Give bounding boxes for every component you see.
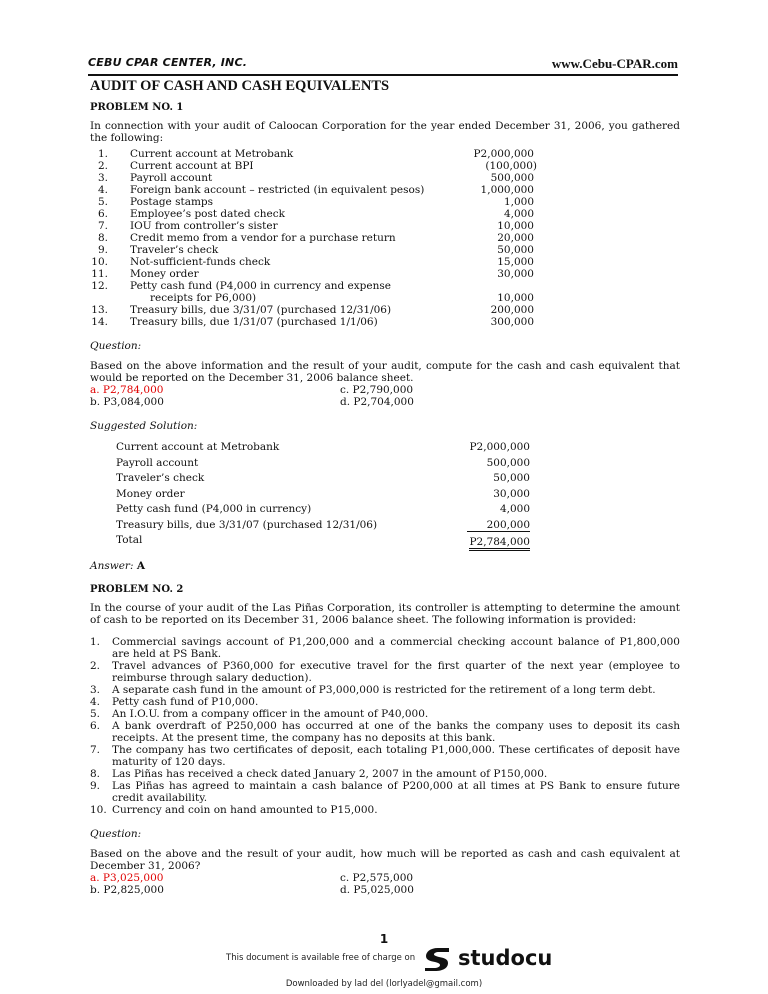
choice-d: d. P5,025,000 xyxy=(340,883,414,896)
item-text: Las Piñas has received a check dated January 2, 2007 in the amount of P150,000. xyxy=(112,767,548,780)
item-text: Currency and coin on hand amounted to P15,000. xyxy=(112,803,378,816)
page-number: 1 xyxy=(379,932,389,946)
list-item xyxy=(90,780,680,804)
item-amount: (100,000) xyxy=(485,160,537,172)
problem-2-question: Based on the above and the result of your audit, how much will be reported as cash and cash equivalent at December 31, 2006? xyxy=(90,847,680,872)
item-label: Credit memo from a vendor for a purchase return xyxy=(130,232,396,244)
solution-amount: 500,000 xyxy=(486,456,530,469)
problem-1-heading: PROBLEM NO. 1 xyxy=(90,102,184,113)
item-label: Payroll account xyxy=(130,172,213,184)
list-item xyxy=(90,636,680,660)
page-title: AUDIT OF CASH AND CASH EQUIVALENTS xyxy=(90,78,390,94)
problem-1-question: Based on the above information and the result of your audit, compute for the cash and cash equivalent that would be reported on the December 31, 2006 balance sheet. xyxy=(90,360,680,384)
choice-c: c. P2,575,000 xyxy=(340,871,414,884)
item-label: Current account at BPI xyxy=(130,160,254,172)
solution-amount: 200,000 xyxy=(467,519,530,532)
problem-1-intro: In connection with your audit of Caloocan Corporation for the year ended December 31, 2006, you gathered the following: xyxy=(90,120,680,144)
item-text: A separate cash fund in the amount of P3,000,000 is restricted for the retirement of a long term debt. xyxy=(112,683,656,696)
total-amount: P2,784,000 xyxy=(469,536,530,551)
list-item xyxy=(90,660,680,684)
item-label: IOU from controller’s sister xyxy=(130,220,278,232)
item-number: 9. xyxy=(90,779,101,792)
item-number: 6. xyxy=(97,208,108,220)
list-item xyxy=(90,184,680,196)
list-item xyxy=(90,208,680,220)
list-item xyxy=(90,292,680,304)
table-row xyxy=(90,534,680,550)
studocu-logo-icon xyxy=(422,946,452,972)
item-text: Travel advances of P360,000 for executive travel for the first quarter of the next year (employee to reimburse through salary deduction). xyxy=(112,659,680,684)
item-number: 2. xyxy=(97,160,108,172)
item-label: Petty cash fund (P4,000 in currency and expense xyxy=(130,280,391,292)
item-amount: 1,000 xyxy=(503,196,534,208)
problem-1-question-label: Question: xyxy=(90,340,142,352)
item-text: Las Piñas has agreed to maintain a cash balance of P200,000 at all times at PS Bank to ensure future credit availability. xyxy=(112,779,680,804)
footer-availability-text: This document is available free of charge on xyxy=(226,953,416,963)
table-row xyxy=(90,519,680,535)
item-number: 5. xyxy=(90,707,101,720)
header-website: www.Cebu-CPAR.com xyxy=(551,56,678,71)
footer-downloaded-by: Downloaded by lad del (lorlyadel@gmail.com) xyxy=(285,979,483,989)
list-item xyxy=(90,148,680,160)
item-amount: 10,000 xyxy=(497,292,534,304)
problem-2-intro: In the course of your audit of the Las Piñas Corporation, its controller is attempting to determine the amount of cash to be reported on its December 31, 2006 balance sheet. The following information is provided: xyxy=(90,601,680,626)
header-company: CEBU CPAR CENTER, INC. xyxy=(88,56,248,69)
item-number: 4. xyxy=(97,184,108,196)
solution-label-cell: Treasury bills, due 3/31/07 (purchased 12/31/06) xyxy=(116,518,378,531)
item-text: The company has two certificates of deposit, each totaling P1,000,000. These certificates of deposit have maturity of 120 days. xyxy=(112,743,680,768)
item-label: receipts for P6,000) xyxy=(150,292,257,304)
list-item xyxy=(90,268,680,280)
list-item xyxy=(90,804,680,816)
item-number: 3. xyxy=(97,172,108,184)
item-amount: 1,000,000 xyxy=(480,184,534,196)
item-number: 1. xyxy=(97,148,108,160)
item-amount: 30,000 xyxy=(497,268,534,280)
item-number: 10. xyxy=(90,803,107,816)
item-amount: 10,000 xyxy=(497,220,534,232)
choice-b: b. P2,825,000 xyxy=(90,883,164,896)
list-item xyxy=(90,304,680,316)
choice-d: d. P2,704,000 xyxy=(340,396,414,408)
item-label: Postage stamps xyxy=(130,196,214,208)
solution-label-cell: Current account at Metrobank xyxy=(116,441,280,453)
answer-line xyxy=(90,560,680,572)
item-label: Treasury bills, due 3/31/07 (purchased 12/31/06) xyxy=(130,304,392,316)
problem-1-choices xyxy=(90,384,680,408)
list-item xyxy=(90,744,680,768)
item-number: 4. xyxy=(90,695,101,708)
solution-amount: 30,000 xyxy=(493,487,530,500)
item-label: Not-sufficient-funds check xyxy=(130,256,271,268)
list-item xyxy=(90,768,680,780)
choice-b: b. P3,084,000 xyxy=(90,396,164,408)
solution-label-cell: Traveler’s check xyxy=(116,472,205,484)
item-number: 8. xyxy=(90,767,101,780)
table-row xyxy=(90,503,680,519)
item-amount: 500,000 xyxy=(490,172,534,184)
table-row xyxy=(90,457,680,473)
solution-amount: P2,000,000 xyxy=(469,441,530,453)
item-number: 8. xyxy=(97,232,108,244)
choice-a: a. P2,784,000 xyxy=(90,384,164,396)
studocu-logo[interactable] xyxy=(422,946,553,972)
studocu-brand-text: studocu xyxy=(458,946,553,970)
document-body xyxy=(90,80,680,896)
problem-2-question-label: Question: xyxy=(90,827,142,840)
choice-a: a. P3,025,000 xyxy=(90,871,164,884)
list-item xyxy=(90,196,680,208)
header-divider xyxy=(88,74,678,76)
solution-amount: 50,000 xyxy=(493,472,530,484)
list-item xyxy=(90,220,680,232)
problem-2-items xyxy=(90,636,680,816)
item-label: Money order xyxy=(130,268,199,280)
item-label: Employee’s post dated check xyxy=(130,208,286,220)
answer-value: A xyxy=(136,559,145,572)
list-item xyxy=(90,696,680,708)
item-number: 9. xyxy=(97,244,108,256)
problem-2-heading: PROBLEM NO. 2 xyxy=(90,583,184,595)
item-number: 5. xyxy=(97,196,108,208)
list-item xyxy=(90,684,680,696)
table-row xyxy=(90,488,680,504)
list-item xyxy=(90,256,680,268)
item-number: 7. xyxy=(90,743,101,756)
item-amount: 4,000 xyxy=(503,208,534,220)
problem-1-items xyxy=(90,148,680,328)
list-item xyxy=(90,172,680,184)
item-label: Traveler’s check xyxy=(130,244,219,256)
list-item xyxy=(90,280,680,292)
item-amount: 20,000 xyxy=(497,232,534,244)
list-item xyxy=(90,720,680,744)
item-number: 13. xyxy=(91,304,108,316)
item-label: Current account at Metrobank xyxy=(130,148,294,160)
solution-label-cell: Payroll account xyxy=(116,456,199,469)
item-text: Commercial savings account of P1,200,000 and a commercial checking account balance of P1,800,000 are held at PS Bank. xyxy=(112,635,680,660)
item-label: Foreign bank account – restricted (in equivalent pesos) xyxy=(130,184,425,196)
list-item xyxy=(90,244,680,256)
solution-label-cell: Money order xyxy=(116,487,185,500)
item-amount: P2,000,000 xyxy=(473,148,534,160)
list-item xyxy=(90,316,680,328)
item-label: Treasury bills, due 1/31/07 (purchased 1/1/06) xyxy=(130,316,378,328)
solution-label-cell: Petty cash fund (P4,000 in currency) xyxy=(116,503,312,515)
item-amount: 200,000 xyxy=(490,304,534,316)
item-number: 1. xyxy=(90,635,101,648)
item-number: 11. xyxy=(91,268,108,280)
solution-amount: 4,000 xyxy=(499,503,530,515)
table-row xyxy=(90,441,680,457)
item-amount: 50,000 xyxy=(497,244,534,256)
list-item xyxy=(90,232,680,244)
item-number: 3. xyxy=(90,683,101,696)
problem-2-choices xyxy=(90,872,680,896)
solution-table xyxy=(90,441,680,550)
item-number: 7. xyxy=(97,220,108,232)
item-amount: 300,000 xyxy=(490,316,534,328)
choice-c: c. P2,790,000 xyxy=(340,384,414,396)
answer-label: Answer: xyxy=(90,559,134,572)
item-number: 12. xyxy=(91,280,108,292)
item-amount: 15,000 xyxy=(497,256,534,268)
total-label: Total xyxy=(116,534,143,546)
item-text: An I.O.U. from a company officer in the amount of P40,000. xyxy=(112,707,429,720)
table-row xyxy=(90,472,680,488)
item-text: A bank overdraft of P250,000 has occurred at one of the banks the company uses to deposit its cash receipts. At the present time, the company has no deposits at this bank. xyxy=(112,719,680,744)
item-text: Petty cash fund of P10,000. xyxy=(112,695,259,708)
item-number: 10. xyxy=(91,256,108,268)
list-item xyxy=(90,160,680,172)
solution-label: Suggested Solution: xyxy=(90,420,198,432)
list-item xyxy=(90,708,680,720)
item-number: 6. xyxy=(90,719,101,732)
item-number: 14. xyxy=(91,316,108,328)
page-header xyxy=(88,56,678,72)
item-number: 2. xyxy=(90,659,101,672)
